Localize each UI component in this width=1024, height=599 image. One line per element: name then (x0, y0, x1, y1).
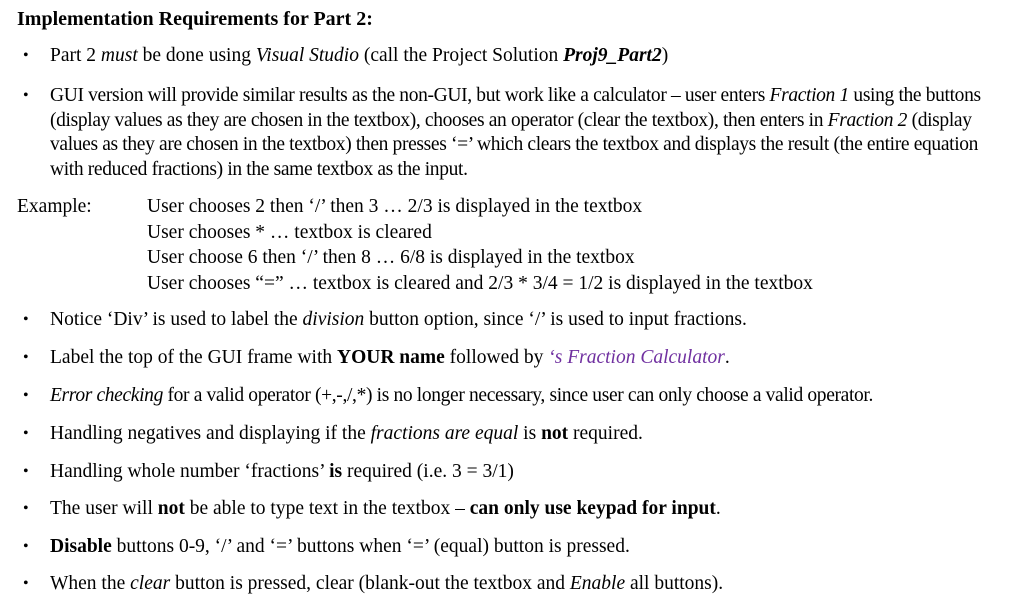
bullet-text: Error checking for a valid operator (+,-,/,*) is no longer necessary, since user can only choose a valid operator. (50, 385, 874, 406)
bullet-icon: • (23, 575, 29, 592)
bullet-icon: • (23, 311, 29, 328)
bullet-icon: • (23, 538, 29, 555)
bullet-text: Label the top of the GUI frame with YOUR name followed by ‘s Fraction Calculator. (50, 347, 730, 368)
bullet-icon: • (23, 349, 29, 366)
bullet-icon: • (23, 47, 29, 64)
bullet-text: Notice ‘Div’ is used to label the division button option, since ‘/’ is used to input fractions. (50, 309, 747, 330)
example-line: User chooses * … textbox is cleared (147, 221, 432, 243)
bullet-text: When the clear button is pressed, clear (blank-out the textbox and Enable all buttons). (50, 573, 724, 594)
bullet-text: Handling whole number ‘fractions’ is required (i.e. 3 = 3/1) (50, 461, 514, 482)
section-heading: Implementation Requirements for Part 2: (17, 8, 373, 30)
bullet-text: GUI version will provide similar results as the non-GUI, but work like a calculator – user enters Fraction 1 using the buttons (display values as they are chosen in the textbox), chooses an operator (clear the textbox), then enters in Fraction 2 (display values as they are chosen in the textbox) then presses ‘=’ which clears the textbox and displays the result (the entire equation with reduced fractions) in the same textbox as the input. (50, 85, 981, 180)
bullet-icon: • (23, 387, 29, 404)
bullet-icon: • (23, 87, 29, 104)
bullet-text: The user will not be able to type text in the textbox – can only use keypad for input. (50, 498, 721, 519)
bullet-text: Disable buttons 0-9, ‘/’ and ‘=’ buttons when ‘=’ (equal) button is pressed. (50, 536, 630, 557)
example-line: User chooses 2 then ‘/’ then 3 … 2/3 is displayed in the textbox (147, 196, 643, 217)
bullet-icon: • (23, 425, 29, 442)
bullet-text: Part 2 must be done using Visual Studio (call the Project Solution Proj9_Part2) (50, 45, 669, 66)
example-label: Example: (17, 196, 92, 217)
example-line: User chooses “=” … textbox is cleared and 2/3 * 3/4 = 1/2 is displayed in the textbox (147, 272, 813, 294)
bullet-text: Handling negatives and displaying if the fractions are equal is not required. (50, 423, 643, 444)
example-lines (147, 195, 813, 297)
bullet-icon: • (23, 500, 29, 517)
bullet-icon: • (23, 463, 29, 480)
example-line: User choose 6 then ‘/’ then 8 … 6/8 is displayed in the textbox (147, 247, 635, 268)
